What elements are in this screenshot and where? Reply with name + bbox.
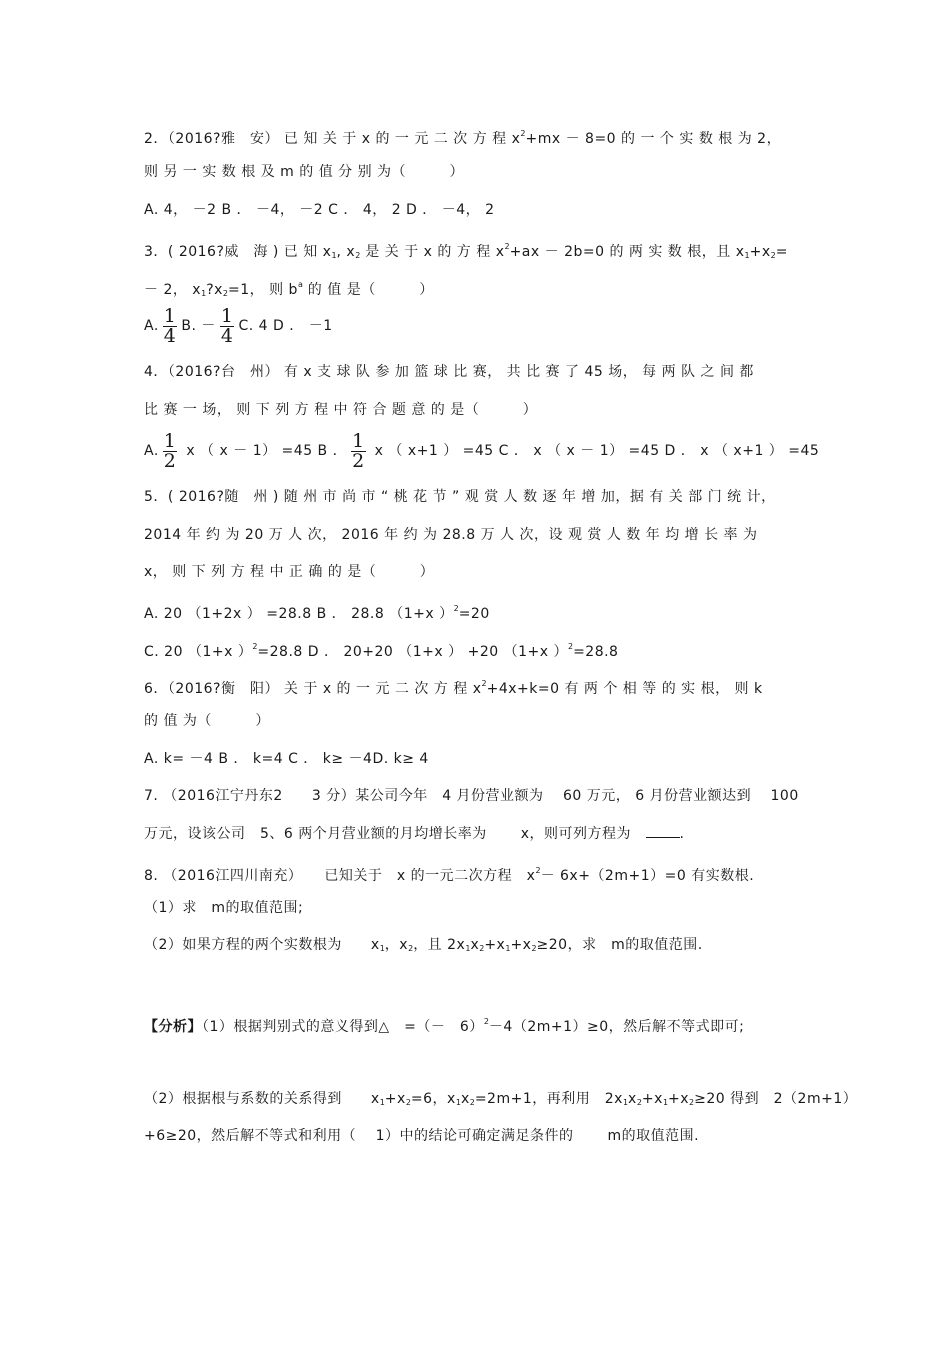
- q8-line1: [144, 861, 754, 886]
- subscript: 2: [355, 251, 361, 260]
- fraction-numerator: 1: [220, 304, 234, 327]
- fraction: [163, 429, 178, 472]
- superscript: 2: [252, 642, 258, 651]
- fraction-denominator: 2: [352, 449, 365, 472]
- superscript: 2: [535, 866, 541, 875]
- subscript: 2: [222, 289, 228, 298]
- q3-text: +x: [749, 244, 771, 260]
- q5-option-text: =28.8 D ． 20+20 （1+x ） +20 （1+x ）: [257, 644, 568, 660]
- q3-line2: [144, 275, 434, 304]
- q5-options-cd: [144, 637, 618, 662]
- subscript: 2: [479, 944, 485, 953]
- q4-line1: 4．（2016?台 州） 有 x 支 球 队 参 加 篮 球 比 赛， 共 比 赛 了 45 场， 每 两 队 之 间 都: [144, 364, 754, 380]
- fraction-numerator: 1: [163, 304, 177, 327]
- analysis-line1: [144, 1012, 744, 1037]
- fraction-numerator: 1: [163, 429, 177, 452]
- q6-line1: [144, 674, 763, 699]
- superscript: 2: [453, 604, 459, 613]
- q8-text: ≥20，求 m的取值范围.: [536, 937, 703, 953]
- q8-text: +x: [484, 937, 506, 953]
- subscript: 1: [662, 1098, 669, 1107]
- q2-options: A. 4， －2 B ． －4， －2 C ． 4， 2 D ． －4， 2: [144, 202, 495, 218]
- q3-text: =1， 则 b: [228, 282, 298, 298]
- q2-text: +mx － 8=0 的 一 个 实 数 根 为 2，: [525, 131, 782, 147]
- q5-option-text: A. 20 （1+2x ） =28.8 B ． 28.8 （1+x ）: [144, 606, 454, 622]
- q3-option-text: C. 4 D ． －1: [238, 318, 333, 334]
- q8-text: 8. （2016江四川南充） 已知关于 x 的一元二次方程 x: [144, 868, 536, 884]
- q5-line1: 5．( 2016?随 州 ) 随 州 市 尚 市 “ 桃 花 节 ” 观 赏 人 数 逐 年 增 加，据 有 关 部 门 统 计，: [144, 489, 776, 505]
- analysis-line3: +6≥20，然后解不等式和利用（ 1）中的结论可确定满足条件的 m的取值范围.: [144, 1128, 700, 1144]
- fraction-denominator: 4: [220, 324, 234, 347]
- analysis-text: －4（2m+1）≥0，然后解不等式即可;: [488, 1019, 745, 1035]
- analysis-text: ≥20 得到 2（2m+1）: [694, 1091, 858, 1107]
- answer-blank: [646, 823, 680, 838]
- analysis-line2: [144, 1089, 857, 1113]
- q5-options-ab: [144, 599, 490, 624]
- subscript: 1: [331, 251, 337, 260]
- q6-options: A. k= －4 B ． k=4 C ． k≥ －4D. k≥ 4: [144, 751, 429, 767]
- fraction-denominator: 4: [163, 324, 177, 347]
- subscript: 1: [379, 1098, 385, 1107]
- analysis-text: x: [460, 1091, 470, 1107]
- q3-option-text: B. －: [181, 318, 216, 334]
- q8-text: x: [470, 937, 480, 953]
- q7-text: 万元，设该公司 5、6 两个月营业额的月均增长率为 x，则可列方程为: [144, 826, 646, 842]
- subscript: 1: [379, 944, 385, 953]
- q5-option-text: =20: [458, 606, 490, 622]
- analysis-text: （1）根据判别式的意义得到△ =（－ 6）: [202, 1019, 484, 1035]
- subscript: 1: [465, 944, 471, 953]
- fraction-numerator: 1: [352, 429, 365, 452]
- analysis-text: （2）根据根与系数的关系得到 x: [144, 1091, 380, 1107]
- subscript: 2: [689, 1098, 695, 1107]
- q7-line2: [144, 823, 684, 844]
- q4-option-text: x （ x+1 ） =45 C ． x （ x － 1） =45 D ． x （ x+1 ） =45: [369, 443, 820, 459]
- q4-option-text: x （ x － 1） =45 B ．: [181, 443, 348, 459]
- subscript: 1: [744, 251, 750, 260]
- q8-sub2: [144, 935, 703, 959]
- fraction: [351, 429, 366, 472]
- q3-option-text: A.: [144, 318, 159, 334]
- q3-text: ?x: [206, 282, 223, 298]
- fraction: [220, 304, 235, 347]
- q5-option-text: C. 20 （1+x ）: [144, 644, 253, 660]
- q8-text: +x: [510, 937, 532, 953]
- q4-option-text: A.: [144, 443, 159, 459]
- q8-text: （2）如果方程的两个实数根为 x: [144, 937, 380, 953]
- fraction-denominator: 2: [163, 449, 177, 472]
- subscript: 2: [469, 1098, 475, 1107]
- superscript: 2: [483, 1017, 489, 1026]
- superscript: 2: [481, 679, 487, 688]
- superscript: 2: [520, 129, 526, 138]
- subscript: 1: [505, 944, 511, 953]
- q3-text: =: [775, 244, 788, 260]
- q3-text: 是 关 于 x 的 方 程 x: [360, 244, 505, 260]
- q8-text: ，且 2x: [413, 937, 466, 953]
- superscript: 2: [504, 242, 510, 251]
- q8-sub1: （1）求 m的取值范围;: [144, 900, 304, 916]
- analysis-text: +x: [641, 1091, 663, 1107]
- q3-text: 3．( 2016?威 海 ) 已 知 x: [144, 244, 332, 260]
- subscript: 1: [622, 1098, 629, 1107]
- q2-line1: [144, 124, 781, 149]
- subscript: 2: [636, 1098, 642, 1107]
- q3-text: , x: [336, 244, 356, 260]
- subscript: 2: [531, 944, 537, 953]
- analysis-label: 【分析】: [144, 1019, 202, 1035]
- q5-line3: x， 则 下 列 方 程 中 正 确 的 是（ ）: [144, 564, 435, 580]
- analysis-text: +x: [384, 1091, 406, 1107]
- superscript: 2: [567, 642, 574, 651]
- superscript: a: [297, 280, 303, 289]
- analysis-text: =2m+1，再利用 2x: [474, 1091, 623, 1107]
- q8-text: － 6x+（2m+1）=0 有实数根.: [540, 868, 755, 884]
- subscript: 1: [201, 289, 207, 298]
- q7-line1: 7. （2016江宁丹东2 3 分）某公司今年 4 月份营业额为 60 万元， 6 月份营业额达到 100: [144, 788, 799, 804]
- q3-options: [144, 306, 333, 346]
- subscript: 1: [455, 1098, 461, 1107]
- q3-text: +ax － 2b=0 的 两 实 数 根，且 x: [509, 244, 745, 260]
- q3-text: － 2， x: [144, 282, 202, 298]
- q2-text: 2．（2016?雅 安） 已 知 关 于 x 的 一 元 二 次 方 程 x: [144, 131, 521, 147]
- subscript: 2: [408, 944, 414, 953]
- q4-options: [144, 431, 819, 471]
- q4-line2: 比 赛 一 场， 则 下 列 方 程 中 符 合 题 意 的 是（ ）: [144, 402, 538, 418]
- analysis-text: x: [628, 1091, 637, 1107]
- q7-text: .: [679, 826, 685, 842]
- fraction: [163, 304, 178, 347]
- subscript: 2: [770, 251, 776, 260]
- q6-line2: 的 值 为（ ）: [144, 713, 270, 729]
- analysis-text: +x: [668, 1091, 690, 1107]
- q3-text: 的 值 是（ ）: [302, 282, 434, 298]
- q2-line2: 则 另 一 实 数 根 及 m 的 值 分 别 为（ ）: [144, 164, 465, 180]
- q5-line2: 2014 年 约 为 20 万 人 次， 2016 年 约 为 28.8 万 人 次，设 观 赏 人 数 年 均 增 长 率 为: [144, 527, 758, 543]
- q8-text: ，x: [384, 937, 409, 953]
- q6-text: 6．（2016?衡 阳） 关 于 x 的 一 元 二 次 方 程 x: [144, 681, 482, 697]
- analysis-text: =6，x: [410, 1091, 456, 1107]
- q6-text: +4x+k=0 有 两 个 相 等 的 实 根， 则 k: [486, 681, 763, 697]
- q3-line1: [144, 237, 788, 266]
- q5-option-text: =28.8: [573, 644, 619, 660]
- subscript: 2: [405, 1098, 411, 1107]
